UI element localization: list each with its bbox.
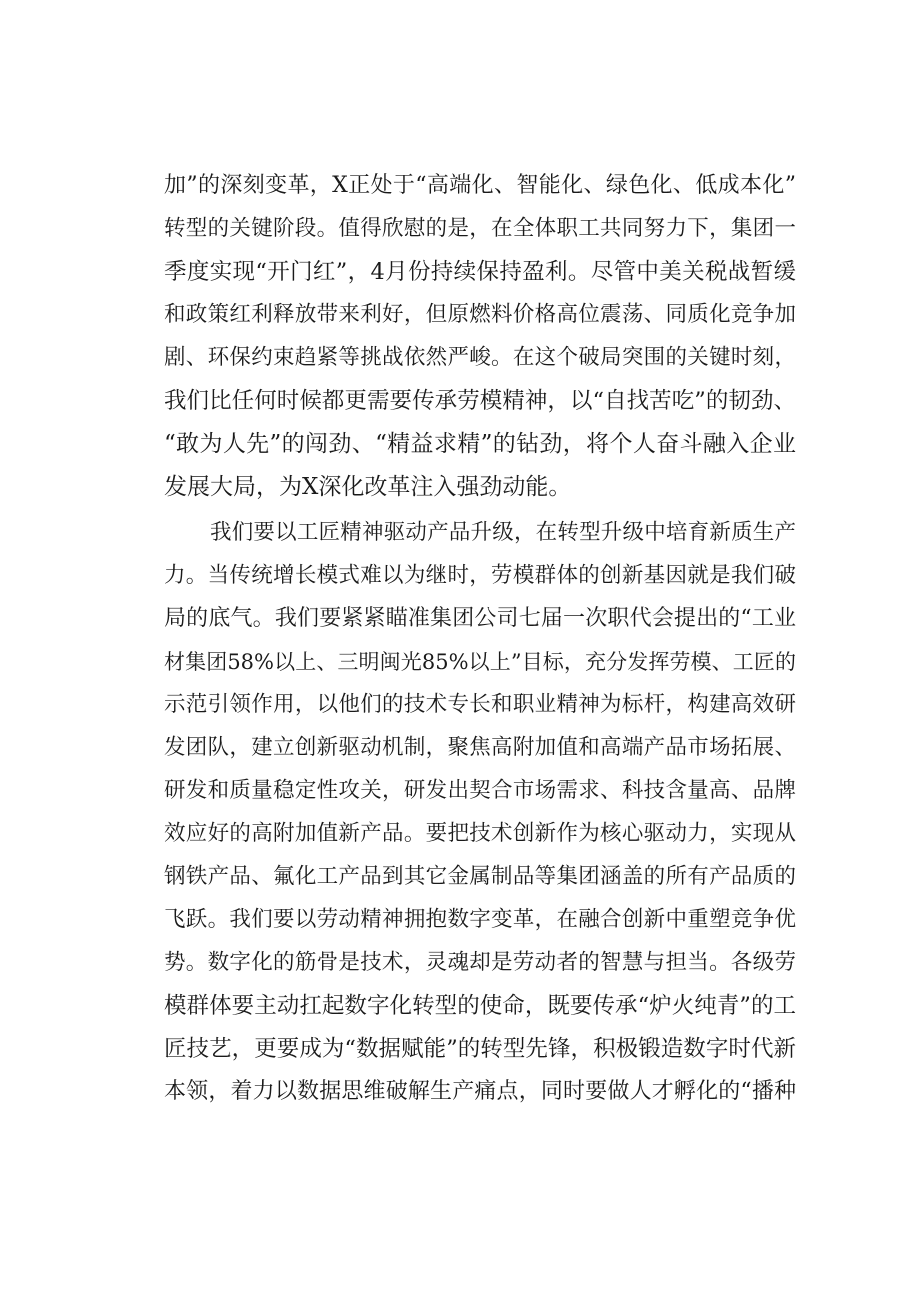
paragraph-2-line-2: 力。当传统增长模式难以为继时，劳模群体的创新基因就是我们破 <box>164 563 796 588</box>
paragraph-2-line-1: 我们要以工匠精神驱动产品升级，在转型升级中培育新质生产 <box>210 520 796 545</box>
paragraph-1-line-3: 季度实现“开门红”，4月份持续保持盈利。尽管中美关税战暂缓 <box>164 259 796 285</box>
paragraph-2-line-4: 材集团58%以上、三明闽光85%以上”目标，充分发挥劳模、工匠的 <box>164 650 796 674</box>
paragraph-2-line-14: 本领，着力以数据思维破解生产痛点，同时要做人才孵化的“播种 <box>164 1079 796 1104</box>
paragraph-2-line-3: 局的底气。我们要紧紧瞄准集团公司七届一次职代会提出的“工业 <box>164 606 796 631</box>
paragraph-2-line-13: 匠技艺，更要成为“数据赋能”的转型先锋，积极锻造数字时代新 <box>164 1036 796 1062</box>
paragraph-2-line-8: 效应好的高附加值新产品。要把技术创新作为核心驱动力，实现从 <box>164 821 796 846</box>
paragraph-1-line-2: 转型的关键阶段。值得欣慰的是，在全体职工共同努力下，集团一 <box>164 216 796 241</box>
paragraph-1-line-7: “敢为人先”的闯劲、“精益求精”的钻劲，将个人奋斗融入企业 <box>164 431 796 457</box>
paragraph-2-line-7: 研发和质量稳定性攻关，研发出契合市场需求、科技含量高、品牌 <box>164 778 796 803</box>
paragraph-2-line-12: 模群体要主动扛起数字化转型的使命，既要传承“炉火纯青”的工 <box>164 993 796 1019</box>
paragraph-2-line-6: 发团队，建立创新驱动机制，聚焦高附加值和高端产品市场拓展、 <box>164 735 796 760</box>
paragraph-1-line-4: 和政策红利释放带来利好，但原燃料价格高位震荡、同质化竞争加 <box>164 302 796 327</box>
paragraph-1-line-6: 我们比任何时候都更需要传承劳模精神，以“自找苦吃”的韧劲、 <box>164 388 796 414</box>
paragraph-2-line-9: 钢铁产品、氟化工产品到其它金属制品等集团涵盖的所有产品质的 <box>164 864 796 889</box>
paragraph-1-line-5: 剧、环保约束趋紧等挑战依然严峻。在这个破局突围的关键时刻， <box>164 345 796 370</box>
paragraph-2-line-10: 飞跃。我们要以劳动精神拥抱数字变革，在融合创新中重塑竞争优 <box>164 907 796 932</box>
paragraph-2-line-11: 势。数字化的筋骨是技术，灵魂却是劳动者的智慧与担当。各级劳 <box>164 950 796 975</box>
paragraph-2-line-5: 示范引领作用，以他们的技术专长和职业精神为标杆，构建高效研 <box>164 692 796 717</box>
paragraph-1-line-8: 发展大局，为X深化改革注入强劲动能。 <box>164 474 572 500</box>
paragraph-1-line-1: 加”的深刻变革，X正处于“高端化、智能化、绿色化、低成本化” <box>164 173 796 198</box>
